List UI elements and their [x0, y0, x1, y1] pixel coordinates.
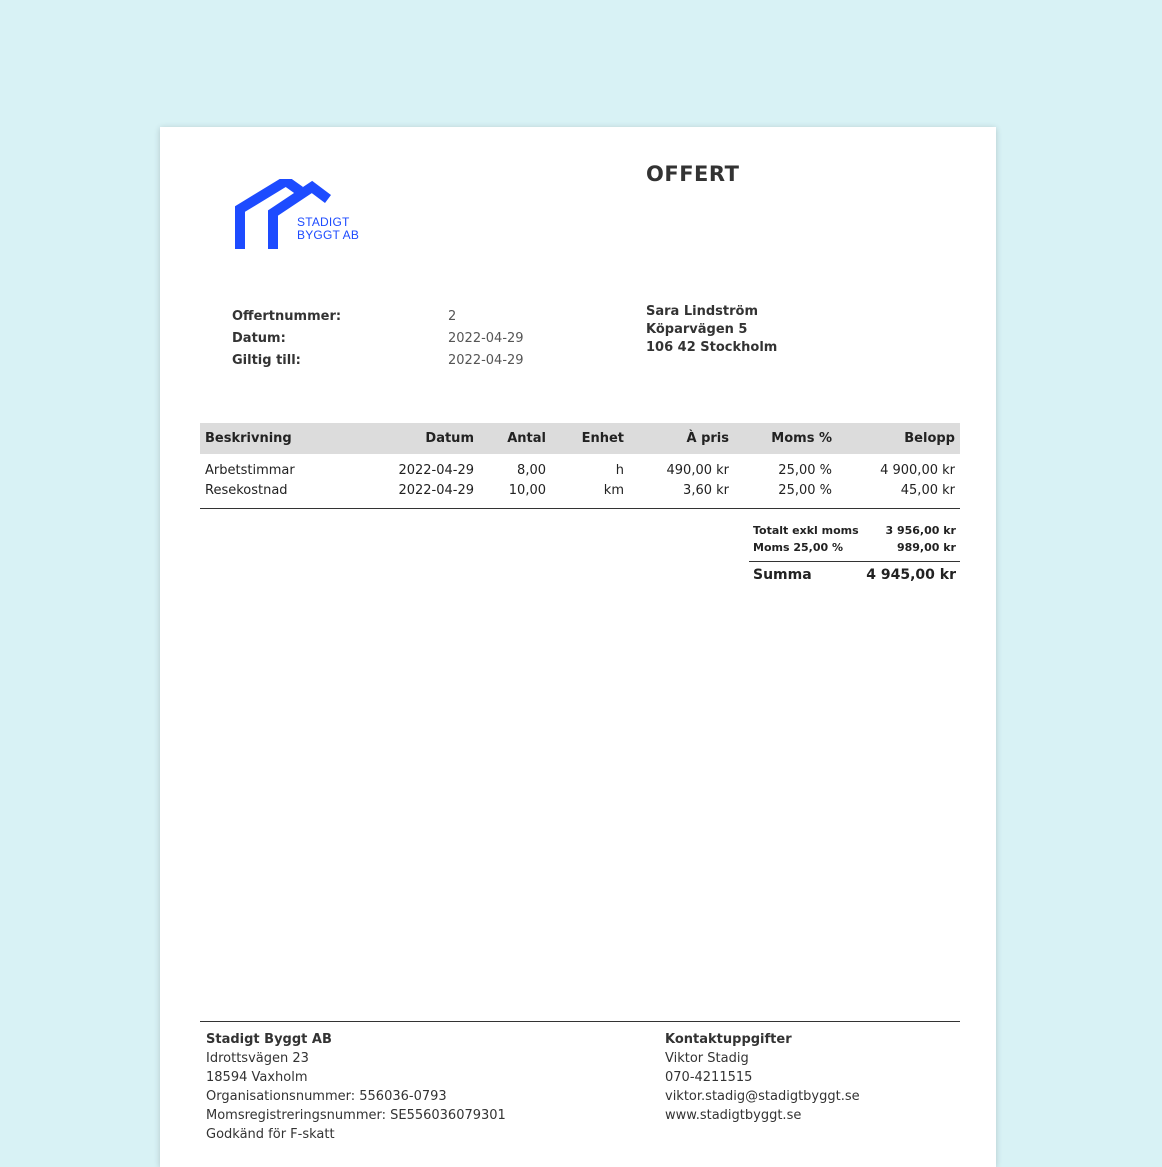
header-quantity: Antal: [479, 423, 551, 454]
footer-contact-phone: 070-4211515: [665, 1070, 753, 1085]
footer-f-tax: Godkänd för F-skatt: [206, 1127, 335, 1142]
logo-text-line1: STADIGT: [297, 215, 350, 229]
totals-block: [749, 522, 960, 586]
meta-label: Datum:: [232, 331, 286, 346]
footer-contact-info: [665, 1030, 860, 1125]
footer-contact-heading: Kontaktuppgifter: [665, 1032, 792, 1047]
recipient-address: [646, 303, 777, 357]
footer-contact-name: Viktor Stadig: [665, 1051, 749, 1066]
vat-label: Moms 25,00 %: [753, 541, 843, 554]
footer-vat-number: Momsregistreringsnummer: SE556036079301: [206, 1108, 506, 1123]
offer-document: [160, 127, 996, 1167]
cell-date: 2022-04-29: [398, 482, 474, 498]
cell-amount: 45,00 kr: [900, 482, 955, 498]
meta-row-valid-until: [232, 350, 524, 372]
header-unit-price: À pris: [629, 423, 734, 454]
document-title: OFFERT: [646, 162, 740, 186]
table-header-row: [200, 423, 960, 454]
table-row: [200, 480, 960, 500]
header-unit: Enhet: [551, 423, 629, 454]
footer-company-postal: 18594 Vaxholm: [206, 1070, 308, 1085]
footer-divider: [200, 1021, 960, 1022]
recipient-street: Köparvägen 5: [646, 322, 748, 337]
line-items-table: [200, 423, 960, 500]
footer-contact-website: www.stadigtbyggt.se: [665, 1108, 802, 1123]
sum-value: 4 945,00 kr: [866, 567, 956, 583]
totals-divider: [749, 561, 960, 562]
cell-quantity: 10,00: [508, 482, 546, 498]
vat-value: 989,00 kr: [896, 541, 956, 554]
meta-label: Giltig till:: [232, 353, 301, 368]
vat-row: [749, 539, 960, 556]
footer-contact-email: viktor.stadig@stadigtbyggt.se: [665, 1089, 860, 1104]
sum-row: [749, 564, 960, 586]
cell-unit: h: [615, 462, 624, 478]
recipient-name: Sara Lindström: [646, 304, 758, 319]
meta-row-offer-number: [232, 306, 524, 328]
footer-company-info: [206, 1030, 506, 1144]
cell-quantity: 8,00: [517, 462, 546, 478]
offer-meta: [232, 306, 524, 372]
cell-unit-price: 3,60 kr: [683, 482, 729, 498]
header-description: Beskrivning: [200, 423, 380, 454]
footer-company-name: Stadigt Byggt AB: [206, 1032, 332, 1047]
cell-description: Arbetstimmar: [205, 462, 295, 478]
meta-value: 2022-04-29: [448, 331, 524, 346]
cell-date: 2022-04-29: [398, 462, 474, 478]
meta-value: 2: [448, 309, 457, 324]
cell-description: Resekostnad: [205, 482, 288, 498]
footer-org-number: Organisationsnummer: 556036-0793: [206, 1089, 447, 1104]
cell-vat: 25,00 %: [778, 462, 832, 478]
recipient-city: 106 42 Stockholm: [646, 340, 778, 355]
header-date: Datum: [380, 423, 479, 454]
header-vat: Moms %: [734, 423, 837, 454]
total-excl-vat-label: Totalt exkl moms: [753, 524, 859, 537]
meta-value: 2022-04-29: [448, 353, 524, 368]
cell-amount: 4 900,00 kr: [880, 462, 955, 478]
cell-vat: 25,00 %: [778, 482, 832, 498]
meta-label: Offertnummer:: [232, 309, 342, 324]
company-logo-text: [297, 216, 359, 242]
total-excl-vat-row: [749, 522, 960, 539]
table-row: [200, 454, 960, 480]
sum-label: Summa: [753, 567, 812, 583]
cell-unit: km: [603, 482, 624, 498]
logo-text-line2: BYGGT AB: [297, 228, 360, 242]
meta-row-date: [232, 328, 524, 350]
table-divider: [200, 508, 960, 509]
footer-company-address: Idrottsvägen 23: [206, 1051, 309, 1066]
header-amount: Belopp: [837, 423, 960, 454]
cell-unit-price: 490,00 kr: [666, 462, 729, 478]
total-excl-vat-value: 3 956,00 kr: [885, 524, 956, 537]
